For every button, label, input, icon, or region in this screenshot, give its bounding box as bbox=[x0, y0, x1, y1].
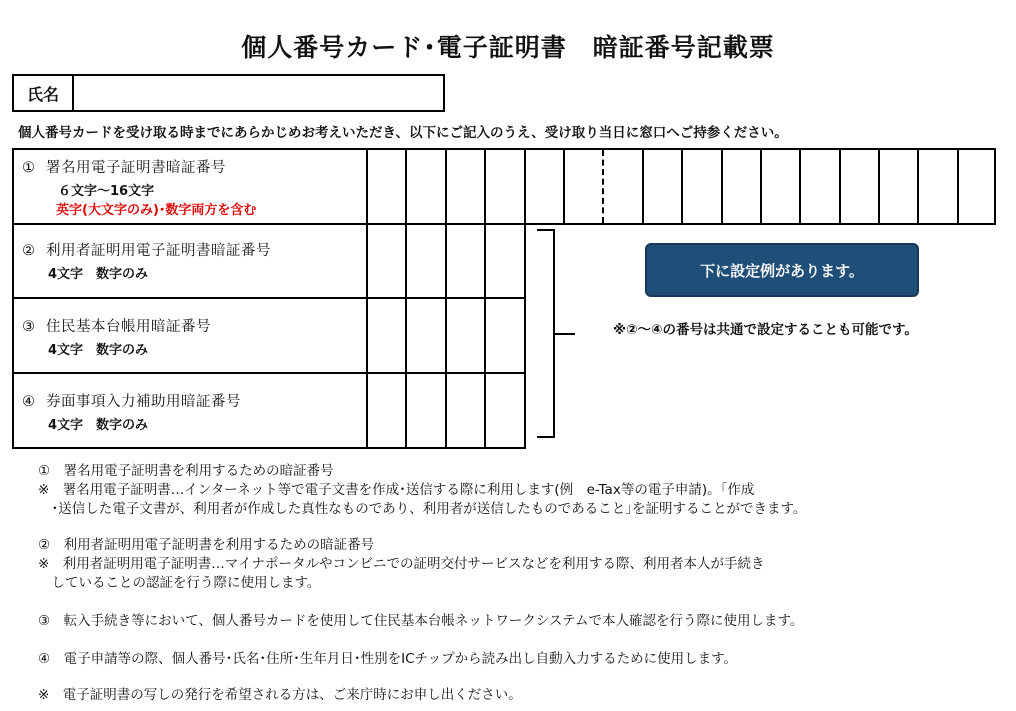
grouping-bracket-tick bbox=[555, 333, 575, 335]
note-line: ① 署名用電子証明書を利用するための暗証番号 bbox=[38, 463, 334, 479]
row-title: 住民基本台帳用暗証番号 bbox=[46, 319, 211, 335]
pin-cell[interactable] bbox=[368, 299, 407, 372]
pin-cell[interactable] bbox=[407, 299, 446, 372]
row-title: 券面事項入力補助用暗証番号 bbox=[46, 394, 241, 410]
pin-cell[interactable] bbox=[368, 225, 407, 297]
pin-cells bbox=[368, 374, 526, 447]
pin-cell[interactable] bbox=[447, 150, 486, 223]
note-line: ※ 署名用電子証明書…インターネット等で電子文書を作成･送信する際に利用します(例 e-Tax等の電子申請)。｢作成 bbox=[38, 482, 755, 498]
row-requirement-red: 英字(大文字のみ)･数字両方を含む bbox=[56, 203, 257, 218]
pin-cell[interactable] bbox=[486, 150, 525, 223]
row-requirement: ６文字～16文字 bbox=[58, 184, 155, 199]
name-label: 氏名 bbox=[14, 76, 74, 110]
pin-row-resident-registry bbox=[12, 297, 526, 374]
pin-cell[interactable] bbox=[407, 150, 446, 223]
pin-cell[interactable] bbox=[368, 150, 407, 223]
pin-cell[interactable] bbox=[762, 150, 801, 223]
grouping-bracket bbox=[537, 229, 555, 438]
row-title: 利用者証明用電子証明書暗証番号 bbox=[46, 243, 271, 259]
note-line: ③ 転入手続き等において、個人番号カードを使用して住民基本台帳ネットワークシステムで本人確認を行う際に使用します。 bbox=[38, 613, 804, 629]
note-line: ※ 電子証明書の写しの発行を希望される方は、ご来庁時にお申し出ください。 bbox=[38, 687, 522, 703]
common-pin-note: ※②～④の番号は共通で設定することも可能です。 bbox=[613, 322, 918, 338]
pin-cell[interactable] bbox=[368, 374, 407, 447]
form-title: 個人番号カード･電子証明書 暗証番号記載票 bbox=[241, 33, 775, 62]
pin-cells bbox=[368, 299, 526, 372]
row-number: ③ bbox=[22, 319, 36, 335]
row-label bbox=[14, 225, 368, 297]
note-line: していることの認証を行う際に使用します。 bbox=[38, 575, 321, 591]
note-line: ※ 利用者証明用電子証明書…マイナポータルやコンビニでの証明交付サービスなどを利用する際、利用者本人が手続き bbox=[38, 556, 765, 572]
note-line: ② 利用者証明用電子証明書を利用するための暗証番号 bbox=[38, 537, 375, 553]
example-button[interactable]: 下に設定例があります。 bbox=[645, 243, 919, 297]
note-line: ･送信した電子文書が、利用者が作成した真性なものであり、利用者が送信したものであること｣を証明することができます。 bbox=[38, 501, 807, 517]
row-label bbox=[14, 299, 368, 372]
pin-cell[interactable] bbox=[919, 150, 958, 223]
note-line: ④ 電子申請等の際、個人番号･氏名･住所･生年月日･性別をICチップから読み出し自動入力するために使用します。 bbox=[38, 651, 738, 667]
row-requirement: 4文字 数字のみ bbox=[48, 267, 149, 282]
row-label bbox=[14, 150, 368, 223]
pin-cell[interactable] bbox=[565, 150, 604, 223]
pin-cell[interactable] bbox=[526, 150, 565, 223]
row-number: ① bbox=[22, 160, 36, 176]
pin-cell[interactable] bbox=[486, 374, 525, 447]
instruction-text: 個人番号カードを受け取る時までにあらかじめお考えいただき、以下にご記入のうえ、受け取り当日に窓口へご持参ください。 bbox=[18, 125, 788, 141]
row-label bbox=[14, 374, 368, 447]
pin-cell[interactable] bbox=[644, 150, 683, 223]
pin-cell[interactable] bbox=[723, 150, 762, 223]
pin-cell[interactable] bbox=[801, 150, 840, 223]
pin-row-card-input bbox=[12, 372, 526, 449]
name-input-area[interactable] bbox=[74, 76, 443, 110]
pin-cell[interactable] bbox=[486, 225, 525, 297]
pin-cell[interactable] bbox=[407, 374, 446, 447]
row-requirement: 4文字 数字のみ bbox=[48, 343, 149, 358]
pin-cell[interactable] bbox=[447, 374, 486, 447]
pin-cell[interactable] bbox=[604, 150, 643, 223]
pin-cell[interactable] bbox=[447, 299, 486, 372]
pin-cells bbox=[368, 150, 998, 223]
row-number: ② bbox=[22, 243, 36, 259]
row-title: 署名用電子証明書暗証番号 bbox=[46, 160, 226, 176]
pin-cell[interactable] bbox=[486, 299, 525, 372]
pin-cell[interactable] bbox=[959, 150, 998, 223]
pin-cell[interactable] bbox=[880, 150, 919, 223]
pin-row-signature bbox=[12, 148, 996, 225]
pin-cell[interactable] bbox=[407, 225, 446, 297]
name-field-box bbox=[12, 74, 445, 112]
pin-cell[interactable] bbox=[841, 150, 880, 223]
pin-row-user-cert bbox=[12, 223, 526, 299]
pin-cell[interactable] bbox=[447, 225, 486, 297]
pin-cells bbox=[368, 225, 526, 297]
row-number: ④ bbox=[22, 394, 36, 410]
row-requirement: 4文字 数字のみ bbox=[48, 418, 149, 433]
pin-cell[interactable] bbox=[683, 150, 722, 223]
